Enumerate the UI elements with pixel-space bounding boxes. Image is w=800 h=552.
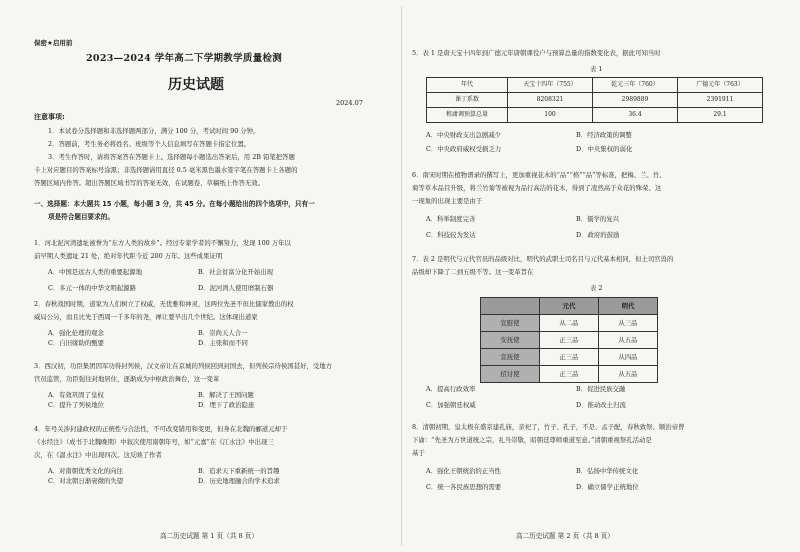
page-2: [412, 0, 796, 552]
table-header-cell: 明代: [599, 298, 658, 315]
table-header-row: [481, 298, 658, 315]
question-stem: 基于: [412, 449, 425, 457]
table-header-cell: 元代: [540, 298, 599, 315]
notice-item: 1．本试卷分选择题和非选择题两部分，满分 100 分，考试时间 90 分钟。: [48, 127, 260, 135]
option-d[interactable]: D．确立儒学正统地位: [576, 483, 639, 491]
question-1: [34, 238, 291, 292]
table-row: [481, 332, 658, 349]
table-cell: 29.1: [678, 108, 763, 123]
table-header-cell: 天宝十四年（755）: [508, 78, 593, 93]
question-stem: 3．西汉初，功臣集团因军功得封列侯，汉文帝让在京城的列侯回到封国去，但列侯宗待侯国甚好，受地方: [34, 362, 333, 370]
table-header-cell: 广德元年（763）: [678, 78, 763, 93]
question-options: [48, 267, 348, 293]
question-5: [412, 48, 661, 58]
question-8: [412, 422, 685, 491]
option-c[interactable]: C．加强朝廷权威: [426, 401, 476, 409]
question-stem: 威局公另，而且比先于西周一千多年的尧，禅让要早出几个世纪。这体现出道家: [34, 313, 258, 321]
question-2: [34, 299, 294, 347]
option-d[interactable]: D．政府的鼓励: [576, 231, 620, 239]
question-stem: 《水经注》（成书于北魏晚期）中叙次使用南朝年号，如“元嘉”在《江水注》中出现三: [34, 438, 274, 446]
table-header-row: [427, 78, 763, 93]
table-row: [481, 315, 658, 332]
option-b[interactable]: B．儒学的复兴: [576, 215, 620, 223]
question-stem: 5．表 1 是唐天宝十四年到广德元年唐朝课役户与预算总量的指数变化表，据此可知当时: [412, 49, 661, 57]
table-cell: 2391911: [678, 93, 763, 108]
table-2-caption: 表 2: [590, 284, 603, 292]
option-d[interactable]: D．埋下了政治隐患: [198, 401, 255, 409]
table-cell: 从五品: [599, 332, 658, 349]
table-cell: 8208321: [508, 93, 593, 108]
option-a[interactable]: A．强化王朝统治的正当性: [426, 467, 501, 475]
question-options: [48, 466, 348, 486]
question-7: [412, 254, 673, 277]
table-cell: 宣抚使: [481, 349, 540, 366]
question-4: [34, 424, 288, 485]
question-6: [412, 170, 666, 239]
page-1: [14, 0, 398, 552]
table-1: [426, 77, 763, 123]
option-c[interactable]: C．统一各民族思想的需要: [426, 483, 502, 491]
option-c[interactable]: C．对北朝日渐衰微的失望: [48, 477, 124, 485]
table-cell: 招讨使: [481, 366, 540, 383]
option-b[interactable]: B．促进民族交融: [576, 385, 626, 393]
table-cell: 正三品: [540, 349, 599, 366]
table-cell: 宣慰使: [481, 315, 540, 332]
table-cell: 2989889: [593, 93, 678, 108]
notice-heading: 注意事项:: [34, 113, 65, 121]
option-b[interactable]: B．崇尚天人合一: [198, 329, 248, 337]
question-stem: 8．清朝初期，皇太极在盛京建孔庙，亲祀了，竹子、孔子，不是、孟子配，春秋致祭。顺治帝曾: [412, 423, 685, 431]
question-options: [48, 328, 348, 348]
option-d[interactable]: D．中央集权的弱化: [576, 145, 633, 153]
question-options: [426, 214, 726, 240]
option-c[interactable]: C．中央政府威权受损乏力: [426, 145, 502, 153]
question-stem: 品级却下降了二到五级不等。这一变革旨在: [412, 268, 534, 276]
section-heading-line: 项是符合题目要求的。: [48, 213, 114, 221]
option-b[interactable]: B．经济政策的调整: [576, 131, 632, 139]
subject-title: 历史试题: [168, 77, 224, 93]
table-1-caption: 表 1: [590, 65, 603, 73]
table-cell: 36.4: [593, 108, 678, 123]
question-stem: 次，在《温水注》中出现四次。这反映了作者: [34, 451, 162, 459]
option-a[interactable]: A．强化伦理的观念: [48, 329, 104, 337]
question-stem: 4．年号关涉封建政权的正统性与合法性，不可改变错用和变更，但身在北魏的郦道元却于: [34, 425, 288, 433]
option-a[interactable]: A．科举制度完善: [426, 215, 476, 223]
page-footer: 高二历史试题 第 1 页（共 8 页）: [160, 532, 258, 540]
question-stem: 一现象的出现主要是由于: [412, 197, 483, 205]
option-a[interactable]: A．中央财政支出急剧减少: [426, 131, 501, 139]
table-cell: 租庸调预算总量: [427, 108, 508, 123]
table-row: [481, 349, 658, 366]
notice-item: 3．考生作答时，请将答案答在答题卡上。选择题每小题选出答案后，用 2B 铅笔把答题: [48, 153, 295, 161]
exam-date: 2024.07: [336, 99, 363, 107]
question-options: [426, 130, 726, 154]
question-stem: 前早期人类遗址 21 处，绝对年代距今近 200 万年。这些成果证明: [34, 252, 223, 260]
table-row: [481, 366, 658, 383]
option-a[interactable]: A．中国是远古人类的重要起源地: [48, 268, 143, 276]
question-stem: 7．表 2 是明代与元代官员的品级对比，明代的武职土司名目与元代基本相同，但土司官兽的: [412, 255, 674, 263]
table-cell: 100: [508, 108, 593, 123]
option-d[interactable]: D．主张和而不同: [198, 339, 248, 347]
question-stem: 1．河北泥河湾遗址被誉为“东方人类的故乡”。经过专家学者的不懈努力，发现 100 万年以: [34, 239, 291, 247]
section-heading-line: 一、选择题：本大题共 15 小题，每小题 3 分，共 45 分。在每小题给出的四个选项中，只有一: [34, 200, 315, 208]
option-d[interactable]: D．泥河湾人使用磨制石器: [198, 284, 274, 292]
question-stem: 6．南宋时期在植物谱录的撰写上，更加重视花木的“品”“格”“品”等标准，把梅、兰、竹、: [412, 171, 666, 179]
notice-item: 答题区域内作答。超出答题区域书写的答案无效，在试题卷、草稿纸上作答无效。: [34, 179, 265, 187]
question-options: [48, 390, 348, 410]
question-stem: 下谕：“先圣为万世道统之宗，礼当崇敬，昭朝廷尊师重道至意。”清朝重视祭孔活动是: [412, 436, 652, 444]
table-cell: 安抚使: [481, 332, 540, 349]
option-a[interactable]: A．有效巩固了皇权: [48, 391, 104, 399]
table-2: [480, 297, 658, 383]
question-stem: 官员监管，功臣强往封地居住，逐渐成为中枢政治舞台，这一变革: [34, 375, 220, 383]
exam-title: 2023—2024 学年高二下学期教学质量检测: [86, 53, 283, 64]
option-b[interactable]: B．追求天下重新统一的旨趣: [198, 467, 280, 475]
table-row: [427, 108, 763, 123]
table-header-cell: 乾元三年（760）: [593, 78, 678, 93]
table-cell: 正三品: [540, 332, 599, 349]
option-b[interactable]: B．社会贫富分化开始出现: [198, 268, 273, 276]
notice-list: [34, 126, 396, 188]
option-c[interactable]: C．科技较为发达: [426, 231, 476, 239]
option-c[interactable]: C．提升了列侯地位: [48, 401, 105, 409]
option-c[interactable]: C．自旧缘助的甄要: [48, 339, 105, 347]
table-cell: 从二品: [540, 315, 599, 332]
option-d[interactable]: D．推动改土归流: [576, 401, 626, 409]
question-stem: 菊等草木品目升级，将兰竹菊等被视为品行高洁的花木，得到了凌然高于众花的殊荣。这: [412, 184, 662, 192]
notice-item: 卡上对应题目的答案标号涂黑；非选择题请用直径 0.5 毫米黑色墨水签字笔在答题卡上各题的: [34, 166, 298, 174]
notice-item: 2．答题前，考生务必将姓名、班级等个人信息填写在答题卡指定位置。: [48, 140, 251, 148]
question-3: [34, 361, 333, 409]
secret-label: 保密★启用前: [34, 39, 73, 47]
table-cell: 课丁系数: [427, 93, 508, 108]
question-options: [426, 466, 726, 492]
option-d[interactable]: D．历史地理融合的学术追求: [198, 477, 280, 485]
page-footer: 高二历史试题 第 2 页（共 8 页）: [516, 532, 614, 540]
table-cell: 正三品: [540, 366, 599, 383]
section-heading: [34, 199, 315, 222]
table-header-cell: [481, 298, 540, 315]
option-c[interactable]: C．多元一体的中华文明起源路: [48, 284, 136, 292]
option-b[interactable]: B．解决了王国问题: [198, 391, 254, 399]
table-cell: 从三品: [599, 315, 658, 332]
table-cell: 从五品: [599, 366, 658, 383]
option-a[interactable]: A．对南朝优秀文化的向往: [48, 467, 123, 475]
table-row: [427, 93, 763, 108]
question-stem: 2．春秋战国时期，道家为人们树立了权威，无优雅和神灵，这两位先圣不但比儒家教出的权: [34, 300, 294, 308]
option-b[interactable]: B．弘扬中华传统文化: [576, 467, 639, 475]
option-a[interactable]: A．提高行政效率: [426, 385, 476, 393]
table-header-cell: 年代: [427, 78, 508, 93]
page-divider: [401, 6, 402, 546]
table-cell: 从四品: [599, 349, 658, 366]
question-options: [426, 384, 726, 410]
